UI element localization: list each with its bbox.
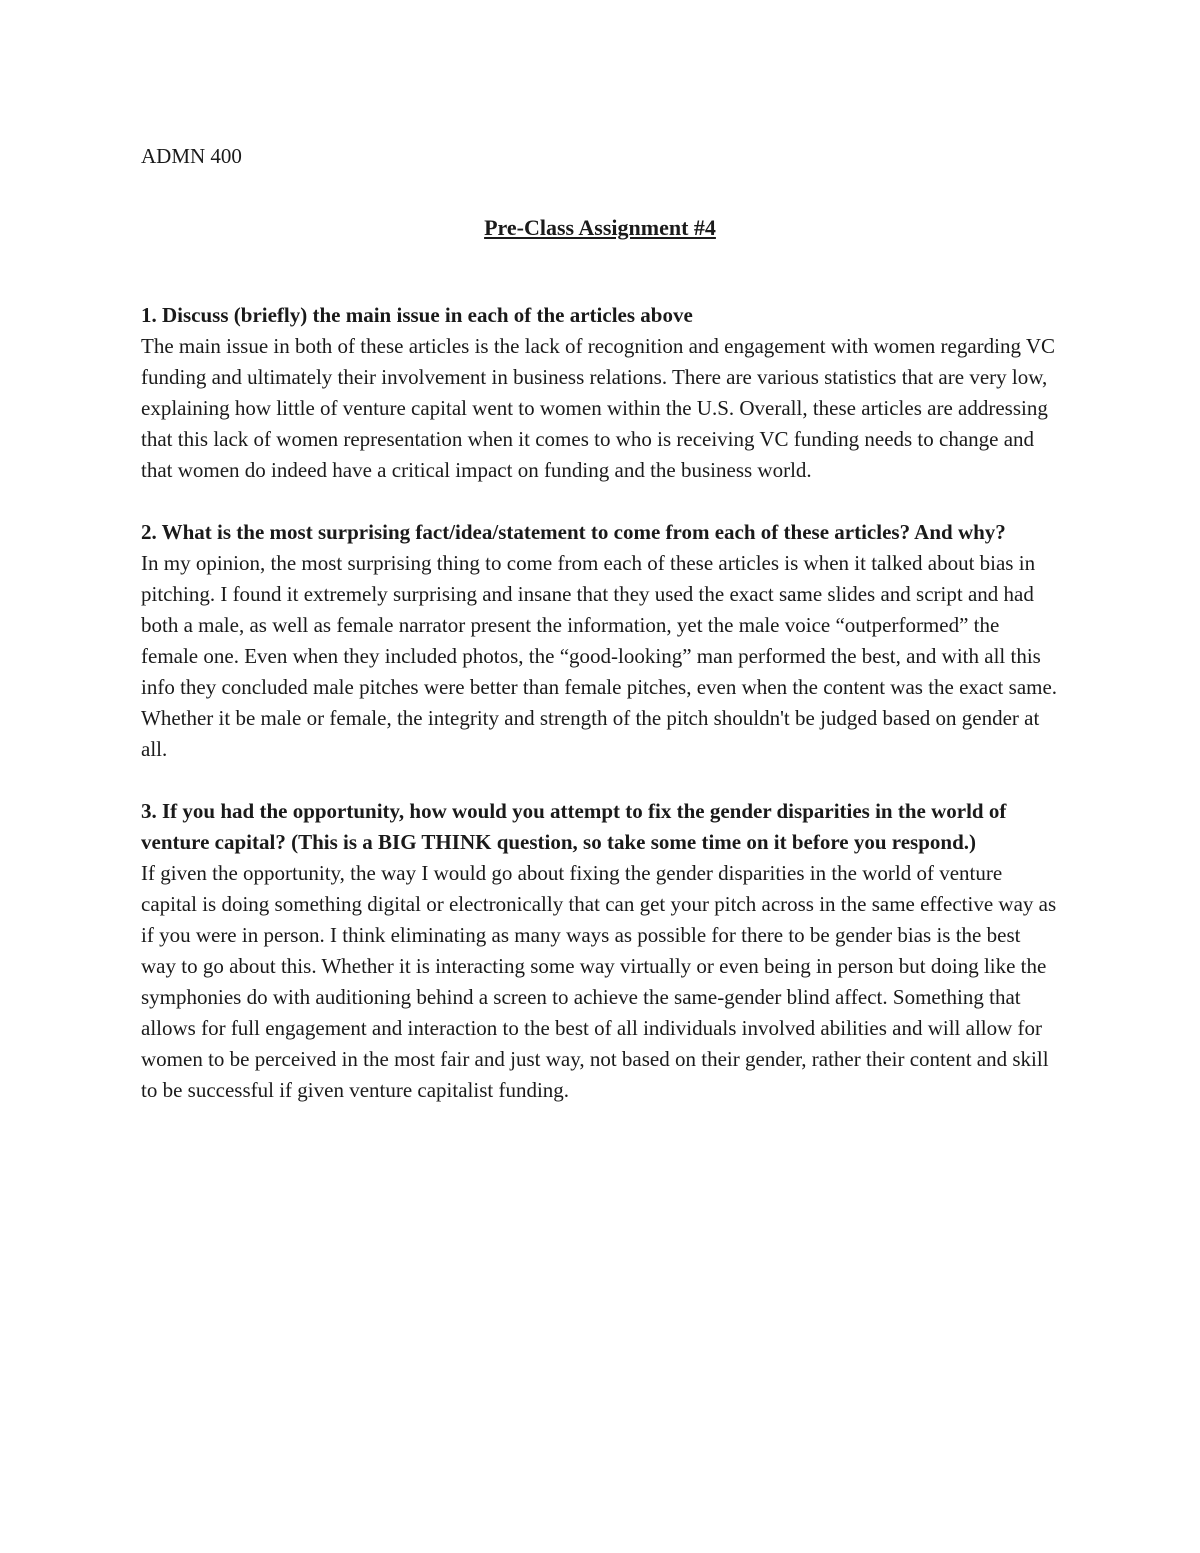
question-section-3 [141,796,1059,1106]
question-section-2 [141,517,1059,765]
question-section-1 [141,300,1059,486]
question-2: 2. What is the most surprising fact/idea/statement to come from each of these articles? And why? [141,520,1006,544]
course-code: ADMN 400 [141,144,242,168]
document-body [141,141,1059,1106]
answer-1: The main issue in both of these articles is the lack of recognition and engagement with women regarding VC funding and ultimately their involvement in business relations. There are various statistics that are very low, explaining how little of venture capital went to women within the U.S. Overall, these articles are addressing that this lack of women representation when it comes to who is receiving VC funding needs to change and that women do indeed have a critical impact on funding and the business world. [141,334,1056,482]
answer-3: If given the opportunity, the way I would go about fixing the gender disparities in the world of venture capital is doing something digital or electronically that can get your pitch across in the same effective way as if you were in person. I think eliminating as many ways as possible for there to be gender bias is the best way to go about this. Whether it is interacting some way virtually or even being in person but doing like the symphonies do with auditioning behind a screen to achieve the same-gender blind affect. Something that allows for full engagement and interaction to the best of all individuals involved abilities and will allow for women to be perceived in the most fair and just way, not based on their gender, rather their content and skill to be successful if given venture capitalist funding. [141,861,1057,1102]
question-3: 3. If you had the opportunity, how would you attempt to fix the gender disparities in the world of venture capital? (This is a BIG THINK question, so take some time on it before you respond.) [141,799,1007,854]
answer-2: In my opinion, the most surprising thing to come from each of these articles is when it talked about bias in pitching. I found it extremely surprising and insane that they used the exact same slides and script and had both a male, as well as female narrator present the information, yet the male voice “outperformed” the female one. Even when they included photos, the “good-looking” man performed the best, and with all this info they concluded male pitches were better than female pitches, even when the content was the exact same. Whether it be male or female, the integrity and strength of the pitch shouldn't be judged based on gender at all. [141,551,1058,761]
assignment-title: Pre-Class Assignment #4 [484,215,716,240]
question-1: 1. Discuss (briefly) the main issue in each of the articles above [141,303,693,327]
